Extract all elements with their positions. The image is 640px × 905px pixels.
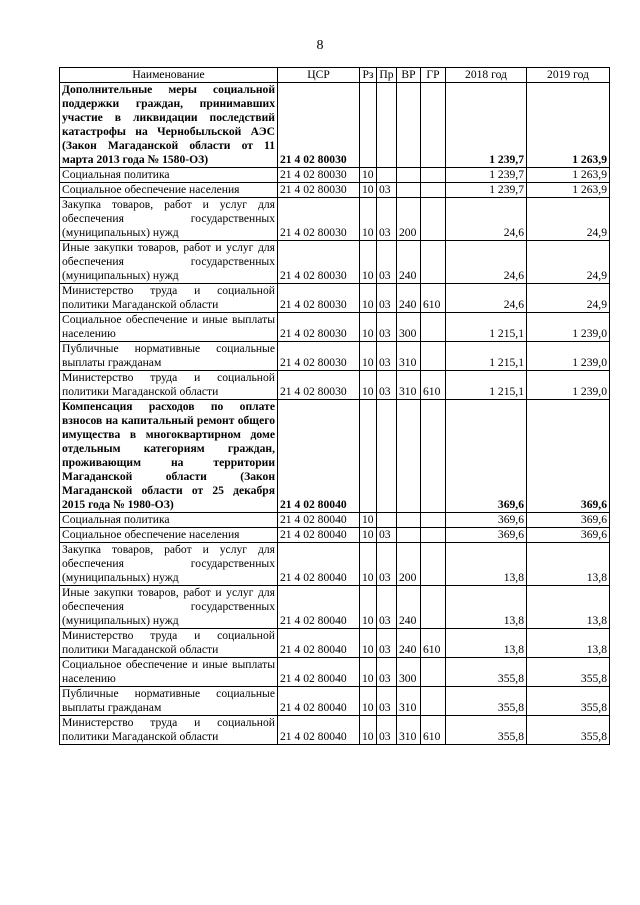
cell-2018: 355,8 bbox=[446, 658, 527, 687]
cell-pr: 03 bbox=[377, 687, 397, 716]
cell-rz: 10 bbox=[360, 687, 377, 716]
cell-vr: 200 bbox=[397, 198, 421, 241]
budget-table bbox=[59, 67, 610, 745]
cell-2019: 355,8 bbox=[527, 687, 610, 716]
cell-pr: 03 bbox=[377, 716, 397, 745]
cell-csr: 21 4 02 80030 bbox=[278, 83, 360, 168]
cell-2018: 1 239,7 bbox=[446, 183, 527, 198]
cell-rz: 10 bbox=[360, 342, 377, 371]
cell-gr bbox=[421, 342, 446, 371]
cell-vr: 300 bbox=[397, 313, 421, 342]
cell-rz: 10 bbox=[360, 313, 377, 342]
cell-csr: 21 4 02 80040 bbox=[278, 716, 360, 745]
cell-pr: 03 bbox=[377, 371, 397, 400]
cell-pr: 03 bbox=[377, 342, 397, 371]
cell-2018: 13,8 bbox=[446, 629, 527, 658]
cell-name: Социальное обеспечение и иные выплаты населению bbox=[60, 658, 278, 687]
cell-name: Социальная политика bbox=[60, 513, 278, 528]
cell-csr: 21 4 02 80040 bbox=[278, 400, 360, 513]
cell-gr bbox=[421, 528, 446, 543]
cell-2019: 13,8 bbox=[527, 586, 610, 629]
cell-rz bbox=[360, 400, 377, 513]
cell-pr: 03 bbox=[377, 658, 397, 687]
cell-2019: 1 263,9 bbox=[527, 183, 610, 198]
cell-rz: 10 bbox=[360, 241, 377, 284]
cell-rz: 10 bbox=[360, 528, 377, 543]
table-row bbox=[60, 528, 610, 543]
cell-rz: 10 bbox=[360, 513, 377, 528]
table-row bbox=[60, 586, 610, 629]
cell-2018: 13,8 bbox=[446, 586, 527, 629]
cell-vr: 310 bbox=[397, 371, 421, 400]
cell-gr bbox=[421, 513, 446, 528]
table-row bbox=[60, 168, 610, 183]
cell-2018: 355,8 bbox=[446, 716, 527, 745]
cell-gr bbox=[421, 658, 446, 687]
table-row bbox=[60, 342, 610, 371]
cell-2018: 13,8 bbox=[446, 543, 527, 586]
table-row bbox=[60, 400, 610, 513]
cell-rz: 10 bbox=[360, 168, 377, 183]
cell-csr: 21 4 02 80030 bbox=[278, 183, 360, 198]
cell-2018: 1 215,1 bbox=[446, 371, 527, 400]
cell-csr: 21 4 02 80030 bbox=[278, 241, 360, 284]
table-row bbox=[60, 371, 610, 400]
cell-gr bbox=[421, 586, 446, 629]
cell-2019: 1 263,9 bbox=[527, 168, 610, 183]
cell-pr: 03 bbox=[377, 313, 397, 342]
cell-csr: 21 4 02 80030 bbox=[278, 371, 360, 400]
cell-2018: 1 239,7 bbox=[446, 83, 527, 168]
cell-rz: 10 bbox=[360, 183, 377, 198]
cell-rz: 10 bbox=[360, 198, 377, 241]
cell-name: Социальное обеспечение населения bbox=[60, 528, 278, 543]
header-vr: ВР bbox=[397, 68, 421, 83]
table-row bbox=[60, 543, 610, 586]
cell-pr: 03 bbox=[377, 586, 397, 629]
cell-vr: 310 bbox=[397, 716, 421, 745]
cell-2018: 355,8 bbox=[446, 687, 527, 716]
cell-gr: 610 bbox=[421, 629, 446, 658]
cell-csr: 21 4 02 80030 bbox=[278, 168, 360, 183]
cell-2018: 369,6 bbox=[446, 400, 527, 513]
cell-gr bbox=[421, 543, 446, 586]
cell-rz: 10 bbox=[360, 658, 377, 687]
cell-vr bbox=[397, 528, 421, 543]
cell-name: Компенсация расходов по оплате взносов на капитальный ремонт общего имущества в многоквартирном доме отдельным категориям граждан, проживающим на территории Магаданской области (Закон Магаданской области от 25 декабря 2015 года № 1980-ОЗ) bbox=[60, 400, 278, 513]
cell-vr: 310 bbox=[397, 342, 421, 371]
cell-gr: 610 bbox=[421, 284, 446, 313]
cell-rz: 10 bbox=[360, 371, 377, 400]
cell-vr: 310 bbox=[397, 687, 421, 716]
cell-gr bbox=[421, 83, 446, 168]
cell-name: Министерство труда и социальной политики Магаданской области bbox=[60, 716, 278, 745]
cell-2018: 1 239,7 bbox=[446, 168, 527, 183]
cell-vr bbox=[397, 168, 421, 183]
cell-name: Министерство труда и социальной политики Магаданской области bbox=[60, 284, 278, 313]
cell-2018: 1 215,1 bbox=[446, 342, 527, 371]
cell-2019: 24,9 bbox=[527, 241, 610, 284]
cell-csr: 21 4 02 80030 bbox=[278, 342, 360, 371]
cell-name: Социальная политика bbox=[60, 168, 278, 183]
cell-gr bbox=[421, 687, 446, 716]
cell-vr: 200 bbox=[397, 543, 421, 586]
cell-2019: 369,6 bbox=[527, 513, 610, 528]
table-body bbox=[60, 83, 610, 745]
header-pr: Пр bbox=[377, 68, 397, 83]
cell-name: Закупка товаров, работ и услуг для обеспечения государственных (муниципальных) нужд bbox=[60, 543, 278, 586]
table-row bbox=[60, 629, 610, 658]
cell-2018: 369,6 bbox=[446, 528, 527, 543]
cell-2019: 369,6 bbox=[527, 400, 610, 513]
cell-pr: 03 bbox=[377, 183, 397, 198]
page-number: 8 bbox=[316, 38, 324, 53]
cell-rz: 10 bbox=[360, 543, 377, 586]
cell-2018: 369,6 bbox=[446, 513, 527, 528]
cell-2018: 1 215,1 bbox=[446, 313, 527, 342]
cell-2019: 1 239,0 bbox=[527, 342, 610, 371]
header-2019: 2019 год bbox=[527, 68, 610, 83]
cell-name: Иные закупки товаров, работ и услуг для обеспечения государственных (муниципальных) нужд bbox=[60, 241, 278, 284]
table-row bbox=[60, 658, 610, 687]
table-row bbox=[60, 513, 610, 528]
cell-pr: 03 bbox=[377, 284, 397, 313]
cell-pr bbox=[377, 400, 397, 513]
cell-name: Социальное обеспечение населения bbox=[60, 183, 278, 198]
table-row bbox=[60, 716, 610, 745]
cell-2019: 1 263,9 bbox=[527, 83, 610, 168]
cell-gr bbox=[421, 313, 446, 342]
cell-rz: 10 bbox=[360, 629, 377, 658]
cell-csr: 21 4 02 80040 bbox=[278, 528, 360, 543]
header-2018: 2018 год bbox=[446, 68, 527, 83]
cell-gr bbox=[421, 168, 446, 183]
header-rz: Рз bbox=[360, 68, 377, 83]
cell-gr bbox=[421, 198, 446, 241]
cell-vr: 300 bbox=[397, 658, 421, 687]
cell-vr bbox=[397, 513, 421, 528]
cell-csr: 21 4 02 80040 bbox=[278, 586, 360, 629]
table-row bbox=[60, 241, 610, 284]
cell-pr: 03 bbox=[377, 543, 397, 586]
cell-rz: 10 bbox=[360, 284, 377, 313]
cell-2019: 1 239,0 bbox=[527, 371, 610, 400]
cell-name: Министерство труда и социальной политики Магаданской области bbox=[60, 371, 278, 400]
table-row bbox=[60, 183, 610, 198]
cell-2019: 13,8 bbox=[527, 629, 610, 658]
cell-gr bbox=[421, 241, 446, 284]
cell-2018: 24,6 bbox=[446, 198, 527, 241]
cell-gr bbox=[421, 183, 446, 198]
cell-gr: 610 bbox=[421, 371, 446, 400]
cell-2019: 13,8 bbox=[527, 543, 610, 586]
table-row bbox=[60, 284, 610, 313]
cell-2019: 369,6 bbox=[527, 528, 610, 543]
header-name: Наименование bbox=[60, 68, 278, 83]
cell-csr: 21 4 02 80030 bbox=[278, 313, 360, 342]
cell-pr: 03 bbox=[377, 198, 397, 241]
cell-pr bbox=[377, 168, 397, 183]
cell-2019: 24,9 bbox=[527, 198, 610, 241]
cell-pr: 03 bbox=[377, 528, 397, 543]
cell-name: Публичные нормативные социальные выплаты гражданам bbox=[60, 687, 278, 716]
cell-csr: 21 4 02 80040 bbox=[278, 513, 360, 528]
cell-pr: 03 bbox=[377, 241, 397, 284]
cell-name: Министерство труда и социальной политики Магаданской области bbox=[60, 629, 278, 658]
cell-2018: 24,6 bbox=[446, 284, 527, 313]
cell-pr bbox=[377, 513, 397, 528]
cell-vr: 240 bbox=[397, 241, 421, 284]
table-row bbox=[60, 687, 610, 716]
cell-rz: 10 bbox=[360, 716, 377, 745]
cell-2019: 1 239,0 bbox=[527, 313, 610, 342]
cell-2019: 355,8 bbox=[527, 658, 610, 687]
cell-csr: 21 4 02 80040 bbox=[278, 543, 360, 586]
cell-vr bbox=[397, 83, 421, 168]
cell-gr: 610 bbox=[421, 716, 446, 745]
cell-csr: 21 4 02 80040 bbox=[278, 687, 360, 716]
cell-gr bbox=[421, 400, 446, 513]
cell-name: Дополнительные меры социальной поддержки граждан, принимавших участие в ликвидации последствий катастрофы на Чернобыльской АЭС (Закон Магаданской области от 11 марта 2013 года № 1580-ОЗ) bbox=[60, 83, 278, 168]
header-gr: ГР bbox=[421, 68, 446, 83]
cell-csr: 21 4 02 80030 bbox=[278, 198, 360, 241]
cell-name: Закупка товаров, работ и услуг для обеспечения государственных (муниципальных) нужд bbox=[60, 198, 278, 241]
cell-2018: 24,6 bbox=[446, 241, 527, 284]
cell-csr: 21 4 02 80040 bbox=[278, 629, 360, 658]
header-csr: ЦСР bbox=[278, 68, 360, 83]
table-row bbox=[60, 83, 610, 168]
cell-vr: 240 bbox=[397, 629, 421, 658]
cell-name: Публичные нормативные социальные выплаты гражданам bbox=[60, 342, 278, 371]
cell-vr bbox=[397, 400, 421, 513]
cell-name: Социальное обеспечение и иные выплаты населению bbox=[60, 313, 278, 342]
cell-name: Иные закупки товаров, работ и услуг для обеспечения государственных (муниципальных) нужд bbox=[60, 586, 278, 629]
cell-pr bbox=[377, 83, 397, 168]
cell-rz bbox=[360, 83, 377, 168]
cell-csr: 21 4 02 80040 bbox=[278, 658, 360, 687]
cell-vr bbox=[397, 183, 421, 198]
cell-rz: 10 bbox=[360, 586, 377, 629]
cell-2019: 355,8 bbox=[527, 716, 610, 745]
cell-vr: 240 bbox=[397, 586, 421, 629]
header-row bbox=[60, 68, 610, 83]
table-row bbox=[60, 198, 610, 241]
table-row bbox=[60, 313, 610, 342]
cell-pr: 03 bbox=[377, 629, 397, 658]
cell-vr: 240 bbox=[397, 284, 421, 313]
cell-2019: 24,9 bbox=[527, 284, 610, 313]
cell-csr: 21 4 02 80030 bbox=[278, 284, 360, 313]
